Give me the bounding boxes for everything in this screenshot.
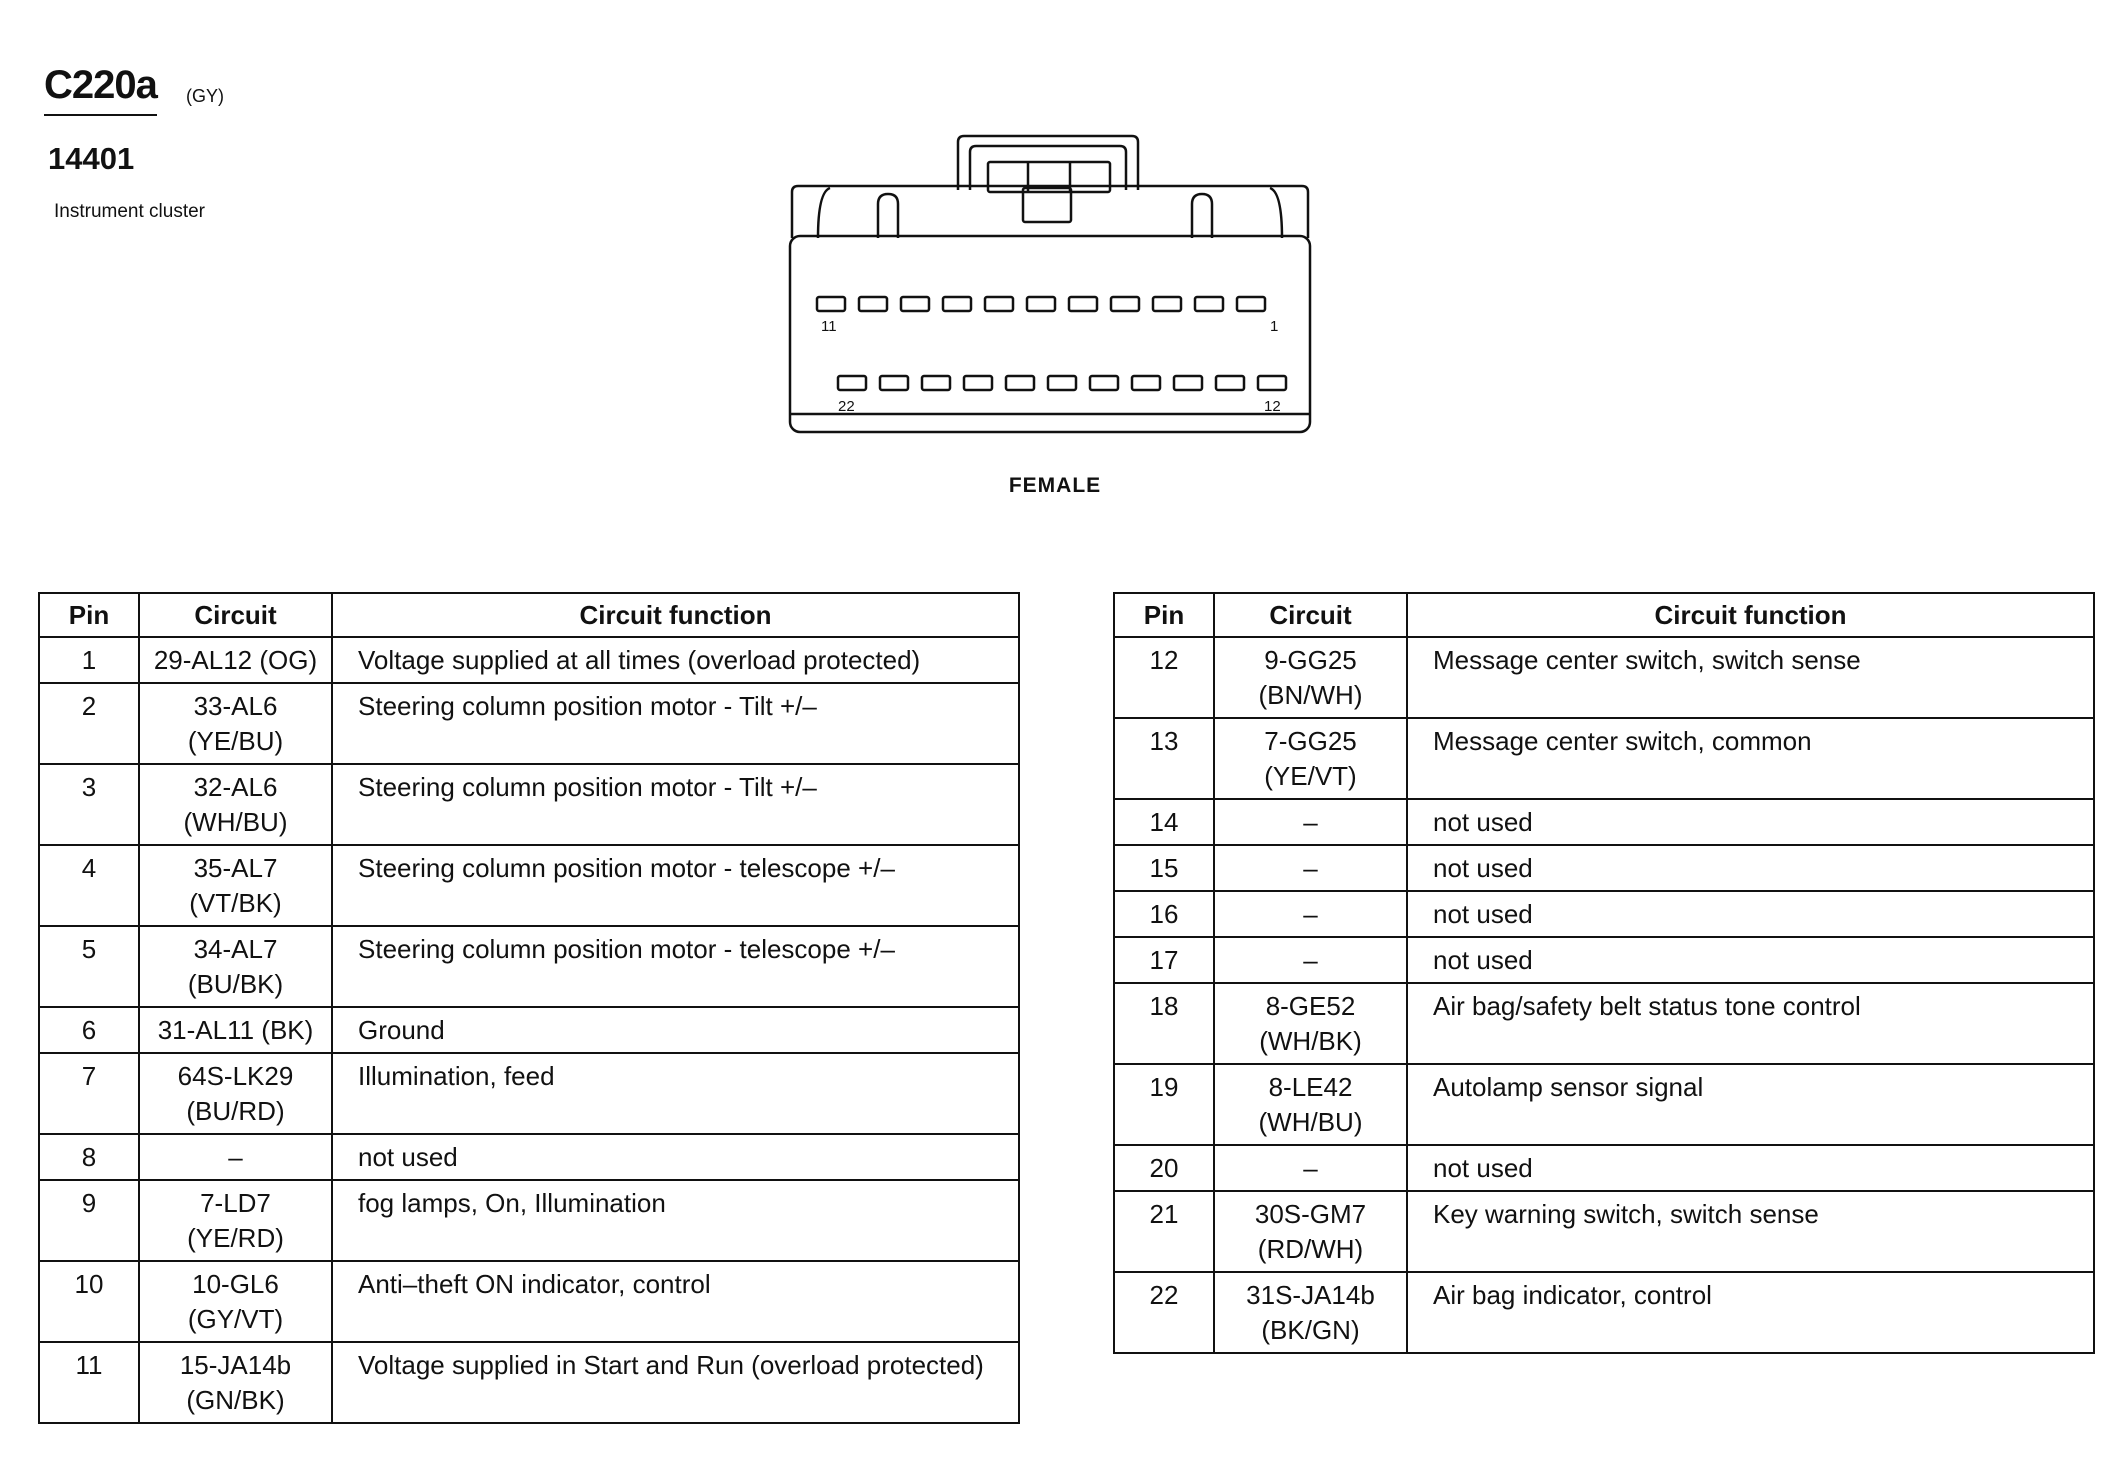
circuit-id: –	[1303, 945, 1318, 975]
circuit-cell	[1214, 1272, 1407, 1353]
circuit-id: 34-AL7	[193, 934, 278, 964]
circuit-cell	[1214, 1191, 1407, 1272]
wire-color: (BK/GN)	[1261, 1315, 1360, 1345]
wire-color: (BU/RD)	[186, 1096, 285, 1126]
circuit-cell	[139, 1180, 332, 1261]
cavity-3	[1153, 297, 1181, 311]
circuit-id: 30S-GM7	[1254, 1199, 1367, 1229]
cavity-22	[838, 376, 866, 390]
circuit-id: –	[228, 1142, 243, 1172]
pinout-table-left	[38, 592, 1020, 1424]
table-row	[1114, 937, 2094, 983]
circuit-cell	[1214, 1064, 1407, 1145]
pin-number: 17	[1114, 937, 1214, 983]
wire-color: (GN/BK)	[186, 1385, 285, 1415]
circuit-function: Message center switch, switch sense	[1407, 637, 2094, 718]
part-number: 14401	[48, 141, 135, 176]
wire-color: (YE/VT)	[1264, 761, 1357, 791]
circuit-cell	[1214, 637, 1407, 718]
header-circuit: Circuit	[139, 593, 332, 637]
table-row	[1114, 1191, 2094, 1272]
circuit-cell	[139, 764, 332, 845]
pin-number: 4	[39, 845, 139, 926]
connector-body	[790, 236, 1310, 432]
table-row	[1114, 799, 2094, 845]
circuit-cell	[139, 637, 332, 683]
table-row	[1114, 1272, 2094, 1353]
circuit-id: –	[1303, 1153, 1318, 1183]
pin-number: 22	[1114, 1272, 1214, 1353]
cavity-6	[1027, 297, 1055, 311]
circuit-id: 64S-LK29	[177, 1061, 294, 1091]
pin-number: 7	[39, 1053, 139, 1134]
circuit-cell	[139, 845, 332, 926]
cavity-row-1-11	[817, 297, 1265, 311]
circuit-id: 31-AL11 (BK)	[157, 1015, 314, 1045]
component-description: Instrument cluster	[54, 201, 205, 222]
header-circuit: Circuit	[1214, 593, 1407, 637]
cavity-17	[1048, 376, 1076, 390]
circuit-function: Ground	[332, 1007, 1019, 1053]
circuit-cell	[1214, 1145, 1407, 1191]
circuit-function: Steering column position motor - Tilt +/–	[332, 764, 1019, 845]
table-row	[1114, 845, 2094, 891]
pin-number: 8	[39, 1134, 139, 1180]
header-pin: Pin	[39, 593, 139, 637]
circuit-function: not used	[332, 1134, 1019, 1180]
circuit-function: not used	[1407, 937, 2094, 983]
wire-color: (BU/BK)	[187, 969, 284, 999]
wire-color: (WH/BU)	[1258, 1107, 1363, 1137]
circuit-function: Air bag indicator, control	[1407, 1272, 2094, 1353]
circuit-function: Autolamp sensor signal	[1407, 1064, 2094, 1145]
pin-number: 18	[1114, 983, 1214, 1064]
pin-number: 3	[39, 764, 139, 845]
pin-number: 11	[39, 1342, 139, 1423]
circuit-cell	[139, 683, 332, 764]
cavity-label-11: 11	[821, 318, 837, 335]
pin-number: 19	[1114, 1064, 1214, 1145]
circuit-cell	[139, 1261, 332, 1342]
circuit-id: –	[1303, 853, 1318, 883]
circuit-function: Anti–theft ON indicator, control	[332, 1261, 1019, 1342]
circuit-cell	[139, 1053, 332, 1134]
pin-number: 10	[39, 1261, 139, 1342]
circuit-id: –	[1303, 899, 1318, 929]
circuit-cell	[1214, 983, 1407, 1064]
table-row	[39, 1007, 1019, 1053]
circuit-cell	[1214, 799, 1407, 845]
cavity-label-12: 12	[1264, 398, 1281, 415]
cavity-4	[1111, 297, 1139, 311]
circuit-id: 15-JA14b	[179, 1350, 292, 1380]
cavity-19	[964, 376, 992, 390]
connector-code: C220a	[44, 62, 157, 116]
circuit-function: Steering column position motor - Tilt +/–	[332, 683, 1019, 764]
circuit-id: 7-LD7 (YE/RD)	[187, 1188, 284, 1253]
circuit-id: 31S-JA14b	[1246, 1280, 1375, 1310]
circuit-id: 10-GL6	[192, 1269, 279, 1299]
circuit-cell	[139, 1134, 332, 1180]
pin-number: 5	[39, 926, 139, 1007]
wire-color: (VT/BK)	[189, 888, 282, 918]
circuit-id: 33-AL6	[193, 691, 278, 721]
circuit-cell	[1214, 937, 1407, 983]
cavity-11	[817, 297, 845, 311]
circuit-id: 7-GG25	[1264, 726, 1357, 756]
cavity-label-1: 1	[1270, 318, 1279, 335]
cavity-12	[1258, 376, 1286, 390]
table-row	[1114, 1145, 2094, 1191]
wire-color: (BN/WH)	[1258, 680, 1363, 710]
table-row	[39, 1053, 1019, 1134]
table-header-row	[1114, 593, 2094, 637]
pin-number: 13	[1114, 718, 1214, 799]
pin-number: 15	[1114, 845, 1214, 891]
latch-inner	[970, 146, 1126, 190]
cavity-20	[922, 376, 950, 390]
table-header-row	[39, 593, 1019, 637]
table-row	[39, 926, 1019, 1007]
cavity-8	[943, 297, 971, 311]
pin-number: 20	[1114, 1145, 1214, 1191]
header-circuit-function: Circuit function	[332, 593, 1019, 637]
circuit-cell	[1214, 718, 1407, 799]
cavity-5	[1069, 297, 1097, 311]
table-row	[39, 1342, 1019, 1423]
connector-gender-label: FEMALE	[1008, 474, 1102, 497]
cavity-label-22: 22	[838, 398, 855, 415]
pin-number: 9	[39, 1180, 139, 1261]
table-row	[1114, 891, 2094, 937]
wire-color: (GY/VT)	[187, 1304, 284, 1334]
connector-color: (GY)	[186, 86, 224, 106]
circuit-function: fog lamps, On, Illumination	[332, 1180, 1019, 1261]
wire-color: (WH/BK)	[1259, 1026, 1362, 1056]
connector-face-diagram	[780, 130, 1320, 450]
pin-number: 12	[1114, 637, 1214, 718]
cavity-21	[880, 376, 908, 390]
cavity-row-12-22	[838, 376, 1286, 390]
circuit-cell	[1214, 845, 1407, 891]
table-row	[39, 637, 1019, 683]
circuit-id: 8-GE52	[1265, 991, 1356, 1021]
circuit-id: 9-GG25	[1264, 645, 1357, 675]
circuit-id: –	[1303, 807, 1318, 837]
cavity-18	[1006, 376, 1034, 390]
cavity-16	[1090, 376, 1118, 390]
pin-number: 14	[1114, 799, 1214, 845]
pin-number: 16	[1114, 891, 1214, 937]
circuit-id: 29-AL12 (OG)	[153, 645, 318, 675]
circuit-function: not used	[1407, 1145, 2094, 1191]
circuit-function: not used	[1407, 845, 2094, 891]
pinout-table-right	[1113, 592, 2095, 1354]
table-row	[39, 764, 1019, 845]
circuit-function: not used	[1407, 891, 2094, 937]
cavity-15	[1132, 376, 1160, 390]
header-circuit-function: Circuit function	[1407, 593, 2094, 637]
pin-number: 21	[1114, 1191, 1214, 1272]
cavity-9	[901, 297, 929, 311]
pin-number: 6	[39, 1007, 139, 1053]
cavity-2	[1195, 297, 1223, 311]
table-row	[1114, 718, 2094, 799]
cavity-14	[1174, 376, 1202, 390]
circuit-function: not used	[1407, 799, 2094, 845]
table-row	[39, 683, 1019, 764]
wire-color: (WH/BU)	[183, 807, 288, 837]
pin-number: 1	[39, 637, 139, 683]
circuit-cell	[139, 1342, 332, 1423]
cavity-7	[985, 297, 1013, 311]
circuit-id: 8-LE42	[1268, 1072, 1353, 1102]
table-row	[39, 1180, 1019, 1261]
wire-color: (YE/BU)	[187, 726, 284, 756]
cavity-13	[1216, 376, 1244, 390]
circuit-function: Steering column position motor - telescope +/–	[332, 926, 1019, 1007]
circuit-id: 32-AL6	[193, 772, 278, 802]
circuit-function: Voltage supplied at all times (overload protected)	[332, 637, 1019, 683]
table-row	[1114, 637, 2094, 718]
cavity-1	[1237, 297, 1265, 311]
circuit-cell	[139, 926, 332, 1007]
cavity-10	[859, 297, 887, 311]
header-pin: Pin	[1114, 593, 1214, 637]
table-row	[39, 1261, 1019, 1342]
circuit-function: Air bag/safety belt status tone control	[1407, 983, 2094, 1064]
circuit-function: Illumination, feed	[332, 1053, 1019, 1134]
circuit-function: Message center switch, common	[1407, 718, 2094, 799]
circuit-cell	[1214, 891, 1407, 937]
circuit-id: 35-AL7	[193, 853, 278, 883]
circuit-function: Key warning switch, switch sense	[1407, 1191, 2094, 1272]
circuit-cell	[139, 1007, 332, 1053]
wire-color: (RD/WH)	[1257, 1234, 1364, 1264]
pin-number: 2	[39, 683, 139, 764]
table-row	[39, 845, 1019, 926]
circuit-function: Voltage supplied in Start and Run (overload protected)	[332, 1342, 1019, 1423]
table-row	[39, 1134, 1019, 1180]
table-row	[1114, 983, 2094, 1064]
circuit-function: Steering column position motor - telescope +/–	[332, 845, 1019, 926]
shroud-top	[792, 186, 1308, 238]
table-row	[1114, 1064, 2094, 1145]
